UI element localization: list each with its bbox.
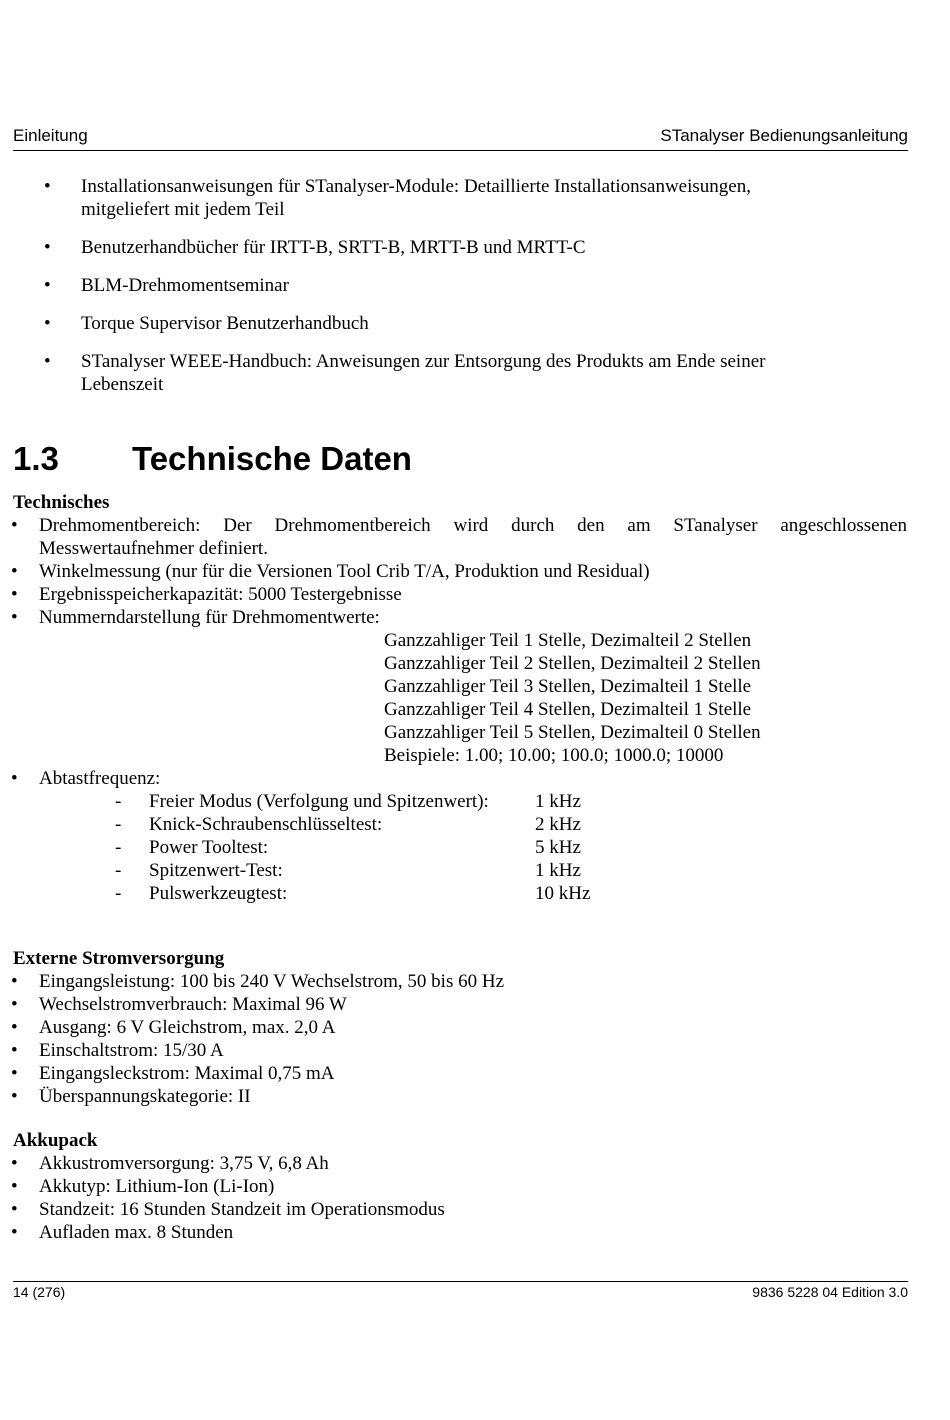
number-format-line: Ganzzahliger Teil 3 Stellen, Dezimalteil 1 Stelle: [384, 676, 752, 697]
bullet: •: [11, 971, 18, 992]
dash: -: [115, 883, 122, 904]
bullet: •: [11, 561, 18, 582]
subsection-heading: Akkupack: [13, 1130, 98, 1151]
list-item-text: Überspannungskategorie: II: [39, 1086, 251, 1107]
list-item-text: Benutzerhandbücher für IRTT-B, SRTT-B, MRTT-B und MRTT-C: [81, 237, 586, 258]
list-item-text: BLM-Drehmomentseminar: [81, 275, 289, 296]
list-item-text: Standzeit: 16 Stunden Standzeit im Operationsmodus: [39, 1199, 445, 1220]
list-item-text: Ausgang: 6 V Gleichstrom, max. 2,0 A: [39, 1017, 336, 1038]
page-header: [13, 126, 908, 151]
header-document-title: STanalyser Bedienungsanleitung: [660, 126, 908, 145]
sampling-label: Power Tooltest:: [149, 837, 269, 858]
list-item-text: Akkustromversorgung: 3,75 V, 6,8 Ah: [39, 1153, 329, 1174]
page-footer: [13, 1281, 908, 1300]
list-item-text: Winkelmessung (nur für die Versionen Tool Crib T/A, Produktion und Residual): [39, 561, 650, 582]
bullet: •: [11, 1199, 18, 1220]
list-item-text: Installationsanweisungen für STanalyser-Module: Detaillierte Installationsanweisungen,: [81, 176, 751, 197]
bullet: •: [11, 515, 18, 536]
dash: -: [115, 860, 122, 881]
bullet: •: [11, 1222, 18, 1243]
list-item-text: Lebenszeit: [81, 374, 164, 395]
sampling-label: Freier Modus (Verfolgung und Spitzenwert):: [149, 791, 489, 812]
list-item-text: Abtastfrequenz:: [39, 768, 161, 789]
bullet: •: [11, 1176, 18, 1197]
list-item-text: STanalyser WEEE-Handbuch: Anweisungen zur Entsorgung des Produkts am Ende seiner: [81, 351, 766, 372]
number-format-line: Ganzzahliger Teil 5 Stellen, Dezimalteil 0 Stellen: [384, 722, 761, 743]
number-format-examples: Beispiele: 1.00; 10.00; 100.0; 1000.0; 10000: [384, 745, 724, 766]
bullet: •: [11, 1040, 18, 1061]
list-item-text: Akkutyp: Lithium-Ion (Li-Ion): [39, 1176, 275, 1197]
list-item-text: Eingangsleistung: 100 bis 240 V Wechselstrom, 50 bis 60 Hz: [39, 971, 505, 992]
list-item-text: Drehmomentbereich: Der Drehmomentbereich wird durch den am STanalyser angeschlossenen: [39, 515, 907, 536]
sampling-value: 1 kHz: [535, 860, 581, 881]
list-item-text: Ergebnisspeicherkapazität: 5000 Testergebnisse: [39, 584, 402, 605]
dash: -: [115, 837, 122, 858]
subsection-heading: Externe Stromversorgung: [13, 948, 225, 969]
header-chapter: Einleitung: [13, 126, 88, 145]
number-format-line: Ganzzahliger Teil 1 Stelle, Dezimalteil 2 Stellen: [384, 630, 752, 651]
dash: -: [115, 814, 122, 835]
page-number: 14 (276): [13, 1284, 66, 1300]
number-format-line: Ganzzahliger Teil 2 Stellen, Dezimalteil 2 Stellen: [384, 653, 761, 674]
list-item-text: Eingangsleckstrom: Maximal 0,75 mA: [39, 1063, 335, 1084]
bullet: •: [11, 584, 18, 605]
bullet: •: [44, 275, 51, 296]
section-title: Technische Daten: [132, 440, 412, 477]
bullet: •: [44, 237, 51, 258]
bullet: •: [11, 994, 18, 1015]
sampling-label: Knick-Schraubenschlüsseltest:: [149, 814, 383, 835]
bullet: •: [11, 1086, 18, 1107]
sampling-value: 10 kHz: [535, 883, 591, 904]
dash: -: [115, 791, 122, 812]
number-format-line: Ganzzahliger Teil 4 Stellen, Dezimalteil 1 Stelle: [384, 699, 752, 720]
sampling-value: 1 kHz: [535, 791, 581, 812]
list-item-text: mitgeliefert mit jedem Teil: [81, 199, 285, 220]
list-item-text: Wechselstromverbrauch: Maximal 96 W: [39, 994, 347, 1015]
sampling-value: 2 kHz: [535, 814, 581, 835]
sampling-label: Pulswerkzeugtest:: [149, 883, 288, 904]
list-item-text: Messwertaufnehmer definiert.: [39, 538, 268, 559]
list-item-text: Aufladen max. 8 Stunden: [39, 1222, 234, 1243]
bullet: •: [11, 768, 18, 789]
bullet: •: [11, 607, 18, 628]
bullet: •: [11, 1063, 18, 1084]
sampling-label: Spitzenwert-Test:: [149, 860, 283, 881]
document-number: 9836 5228 04 Edition 3.0: [752, 1284, 908, 1300]
bullet: •: [11, 1017, 18, 1038]
bullet: •: [44, 176, 51, 197]
bullet: •: [44, 313, 51, 334]
list-item-text: Torque Supervisor Benutzerhandbuch: [81, 313, 369, 334]
subsection-heading: Technisches: [13, 492, 110, 513]
list-item-text: Nummerndarstellung für Drehmomentwerte:: [39, 607, 380, 628]
bullet: •: [11, 1153, 18, 1174]
sampling-value: 5 kHz: [535, 837, 581, 858]
list-item-text: Einschaltstrom: 15/30 A: [39, 1040, 224, 1061]
section-number: 1.3: [13, 440, 59, 477]
bullet: •: [44, 351, 51, 372]
